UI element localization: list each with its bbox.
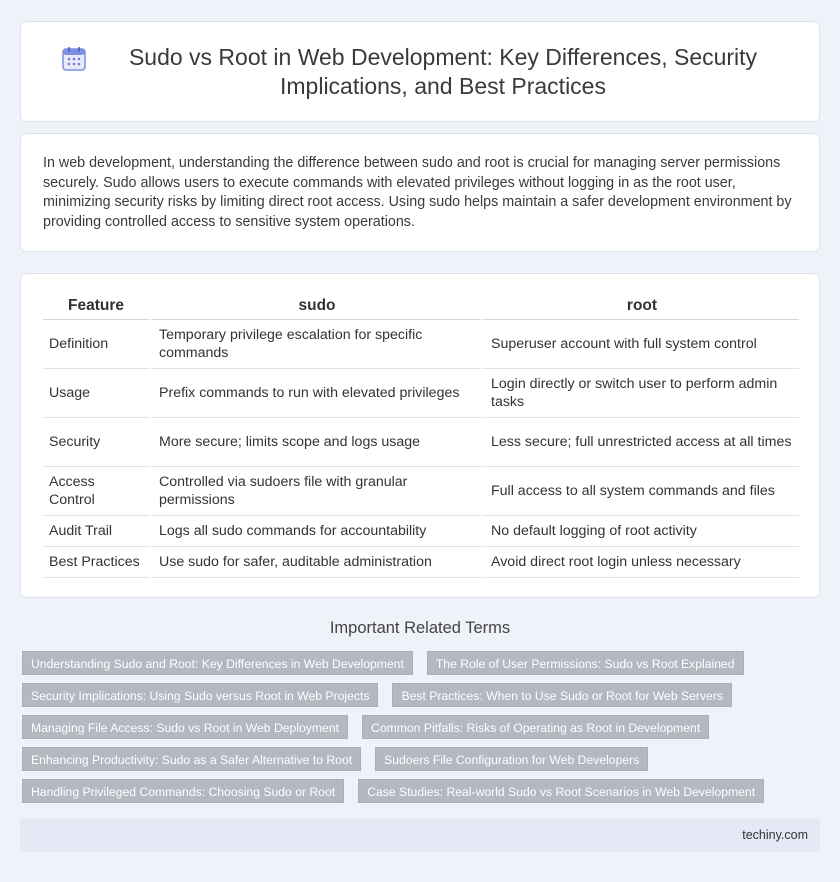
column-header-sudo: sudo [149, 292, 481, 320]
header-inner [61, 43, 779, 101]
related-term-tag[interactable]: Security Implications: Using Sudo versus Root in Web Projects [22, 683, 378, 707]
tag-row [22, 715, 822, 741]
comparison-table-card [20, 273, 820, 598]
comparison-table [43, 292, 799, 578]
related-terms-title: Important Related Terms [329, 619, 511, 637]
related-terms-list [22, 651, 822, 811]
table-row [43, 467, 799, 516]
related-term-tag[interactable]: The Role of User Permissions: Sudo vs Root Explained [427, 651, 744, 675]
tag-row [22, 683, 822, 709]
table-cell-feature: Audit Trail [43, 516, 149, 547]
table-cell-feature: Security [43, 418, 149, 467]
table-cell-sudo: Controlled via sudoers file with granular permissions [149, 467, 481, 516]
table-cell-feature: Definition [43, 320, 149, 369]
related-term-tag[interactable]: Common Pitfalls: Risks of Operating as Root in Development [362, 715, 709, 739]
table-cell-feature: Access Control [43, 467, 149, 516]
related-term-tag[interactable]: Managing File Access: Sudo vs Root in Web Deployment [22, 715, 348, 739]
table-row [43, 547, 799, 578]
column-header-feature: Feature [43, 292, 149, 320]
table-row [43, 418, 799, 467]
table-cell-root: Superuser account with full system control [481, 320, 799, 369]
table-cell-feature: Usage [43, 369, 149, 418]
related-term-tag[interactable]: Sudoers File Configuration for Web Developers [375, 747, 648, 771]
related-term-tag[interactable]: Understanding Sudo and Root: Key Differences in Web Development [22, 651, 413, 675]
intro-paragraph: In web development, understanding the difference between sudo and root is crucial for managing server permissions securely. Sudo allows users to execute commands with elevated privileges without logging in as the root user, minimizing security risks by limiting direct root access. Using sudo helps maintain a safer development environment by providing controlled access to sensitive system operations. [43, 155, 792, 230]
table-cell-root: Less secure; full unrestricted access at all times [481, 418, 799, 467]
table-cell-root: Avoid direct root login unless necessary [481, 547, 799, 578]
related-term-tag[interactable]: Handling Privileged Commands: Choosing Sudo or Root [22, 779, 344, 803]
table-cell-sudo: Use sudo for safer, auditable administration [149, 547, 481, 578]
table-header-row [43, 292, 799, 320]
footer [20, 818, 820, 852]
calendar-icon [61, 46, 87, 72]
tag-row [22, 651, 822, 677]
page-title: Sudo vs Root in Web Development: Key Differences, Security Implications, and Best Practices [128, 43, 758, 99]
footer-brand[interactable]: techiny.com [742, 828, 808, 842]
tag-row [22, 747, 822, 773]
table-cell-sudo: More secure; limits scope and logs usage [149, 418, 481, 467]
tag-row [22, 779, 822, 805]
table-row [43, 369, 799, 418]
table-row [43, 516, 799, 547]
intro-card [20, 133, 820, 252]
table-cell-root: No default logging of root activity [481, 516, 799, 547]
header-card [20, 21, 820, 122]
related-term-tag[interactable]: Enhancing Productivity: Sudo as a Safer Alternative to Root [22, 747, 361, 771]
table-cell-root: Login directly or switch user to perform admin tasks [481, 369, 799, 418]
table-cell-sudo: Logs all sudo commands for accountability [149, 516, 481, 547]
column-header-root: root [481, 292, 799, 320]
related-term-tag[interactable]: Case Studies: Real-world Sudo vs Root Scenarios in Web Development [358, 779, 764, 803]
table-cell-root: Full access to all system commands and files [481, 467, 799, 516]
table-cell-feature: Best Practices [43, 547, 149, 578]
table-row [43, 320, 799, 369]
table-cell-sudo: Prefix commands to run with elevated privileges [149, 369, 481, 418]
related-term-tag[interactable]: Best Practices: When to Use Sudo or Root for Web Servers [392, 683, 732, 707]
table-cell-sudo: Temporary privilege escalation for specific commands [149, 320, 481, 369]
